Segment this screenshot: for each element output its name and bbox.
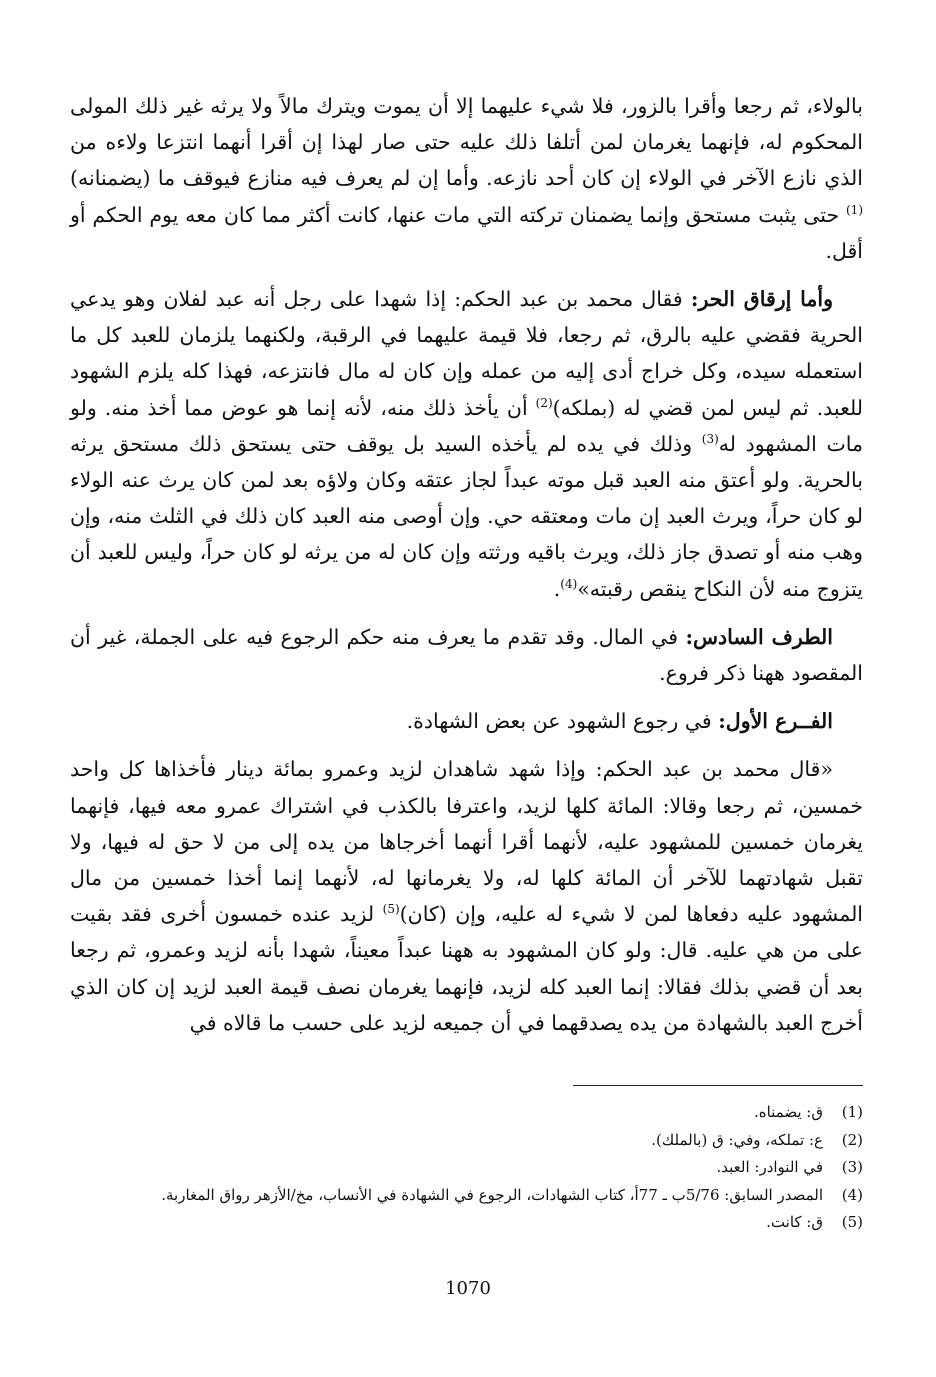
footnote-separator [573, 1085, 863, 1086]
text-run: فقال محمد بن عبد الحكم: إذا شهدا على رجل أنه عبد لفلان وهو يدعي الحرية فقضي عليه بالرق، ثم رجعا، فلا قيمة عليهما في الرقبة، ولكنهما يلزمان للعبد كل ما استعمله سيده، وكل خراج أدى إليه من عمله وإن كان له مال فانتزعه، فهذا كله يلزم الشهود للعبد. ثم ليس لمن قضي له (بملكه) [70, 287, 863, 420]
main-text [70, 88, 863, 1041]
footnotes [70, 1099, 863, 1237]
footnote-text: ع: تملكه، وفي: ق (بالملك). [651, 1130, 823, 1149]
footnote-ref[interactable]: (3) [701, 432, 719, 446]
footnote-number: (1) [841, 1103, 863, 1121]
footnote-text: ق: كانت. [766, 1213, 823, 1231]
section-heading: الطرف السادس: [685, 624, 833, 649]
text-run: لزيد عنده خمسون أخرى فقد بقيت على من هي عليه. قال: ولو كان المشهود به ههنا عبداً معيناً، شهدا بأنه لزيد وعمرو، ثم رجعا بعد أن قضي بذلك فقالا: إنما العبد كله لزيد، فإنهما يغرمان نصف قيمة العبد لزيد إن كان الذي أخرج العبد بالشهادة من يده يصدقهما في أن جميعه لزيد على حسب ما قالاه في [70, 902, 863, 1035]
footnote-number: (4) [841, 1185, 863, 1204]
footnote [70, 1209, 863, 1237]
text-run: . [553, 576, 561, 601]
paragraph [70, 619, 863, 691]
text-run: أن يأخذ ذلك منه، لأنه إنما هو عوض مما أخذ منه. ولو مات المشهود له [70, 395, 864, 456]
footnote-ref[interactable]: (1) [845, 202, 863, 217]
section-heading: الفــرع الأول: [718, 709, 833, 734]
paragraph [70, 703, 863, 739]
footnote-ref[interactable]: (4) [560, 576, 578, 591]
footnote-ref[interactable]: (5) [382, 902, 400, 917]
text-run: في المال. وقد تقدم ما يعرف منه حكم الرجوع فيه على الجملة، غير أن المقصود ههنا ذكر فروع. [70, 624, 863, 686]
footnote [70, 1127, 863, 1155]
text-run: بالولاء، ثم رجعا وأقرا بالزور، فلا شيء عليهما إلا أن يموت ويترك مالاً ولا يرثه غير ذلك المولى المحكوم له، فإنهما يغرمان لمن أتلفا ذلك عليه حتى صار لهذا إن أقرا أنهما انتزعا ولاءه من الذي نازع الآخر في الولاء إن كان أحد نازعه. وأما إن لم يعرف فيه منازع فيوقف ما (يضمنانه) [70, 94, 863, 191]
paragraph [70, 281, 863, 607]
footnote-number: (2) [841, 1130, 863, 1149]
footnote-text: المصدر السابق: 5/76ب ـ 77أ، كتاب الشهادات، الرجوع في الشهادة في الأنساب، مخ/الأزهر رواق المغاربة. [161, 1185, 823, 1204]
text-run: «قال محمد بن عبد الحكم: وإذا شهد شاهدان لزيد وعمرو بمائة دينار فأخذاها كل واحد خمسين، ثم رجعا وقالا: المائة كلها لزيد، واعترفا بالكذب في اشتراك عمرو معه فيها، فإنهما يغرمان خمسين للمشهود عليه، لأنهما أقرا أنهما أخرجاها من يده إلى من لا حق له فيها، ولا تقبل شهادتهما للآخر أن المائة كلها له، ولا يغرمانها له، لأنهما إنما أخذا خمسين من مال المشهود عليه دفعاها لمن لا شيء له عليه، وإن (كان) [70, 757, 864, 927]
paragraph [70, 88, 863, 269]
footnote-number: (3) [841, 1158, 863, 1176]
text-run: وذلك في يده لم يأخذه السيد بل يوقف حتى يستحق ذلك مستحق يرثه بالحرية. ولو أعتق منه العبد قبل موته عبداً لجاز عتقه وكان ولاؤه بعد لمن كان يرث عنه الولاء لو كان حراً، ويرث العبد إن مات ومعتقه حي. وإن أوصى منه العبد كان ذلك في الثلث منه، وإن وهب منه أو تصدق جاز ذلك، ويرث باقيه ورثته وإن كان له من يرثه لو كان حراً، وليس للعبد أن يتزوج منه لأن النكاح ينقص رقبته» [70, 431, 863, 601]
section-heading: وأما إرقاق الحر: [690, 287, 833, 312]
text-run: في رجوع الشهود عن بعض الشهادة. [406, 709, 719, 734]
footnote [70, 1099, 863, 1127]
footnote-ref[interactable]: (2) [535, 395, 553, 410]
footnote-number: (5) [841, 1213, 863, 1231]
text-run: حتى يثبت مستحق وإنما يضمنان تركته التي مات عنها، كانت أكثر مما كان معه يوم الحكم أو أقل. [70, 202, 863, 263]
paragraph [70, 751, 863, 1041]
footnote-text: في النوادر: العبد. [716, 1158, 823, 1176]
page-number: 1070 [445, 1278, 491, 1299]
footnote-text: ق: يضمناه. [753, 1103, 823, 1121]
footnote [70, 1182, 863, 1210]
footnote [70, 1154, 863, 1182]
